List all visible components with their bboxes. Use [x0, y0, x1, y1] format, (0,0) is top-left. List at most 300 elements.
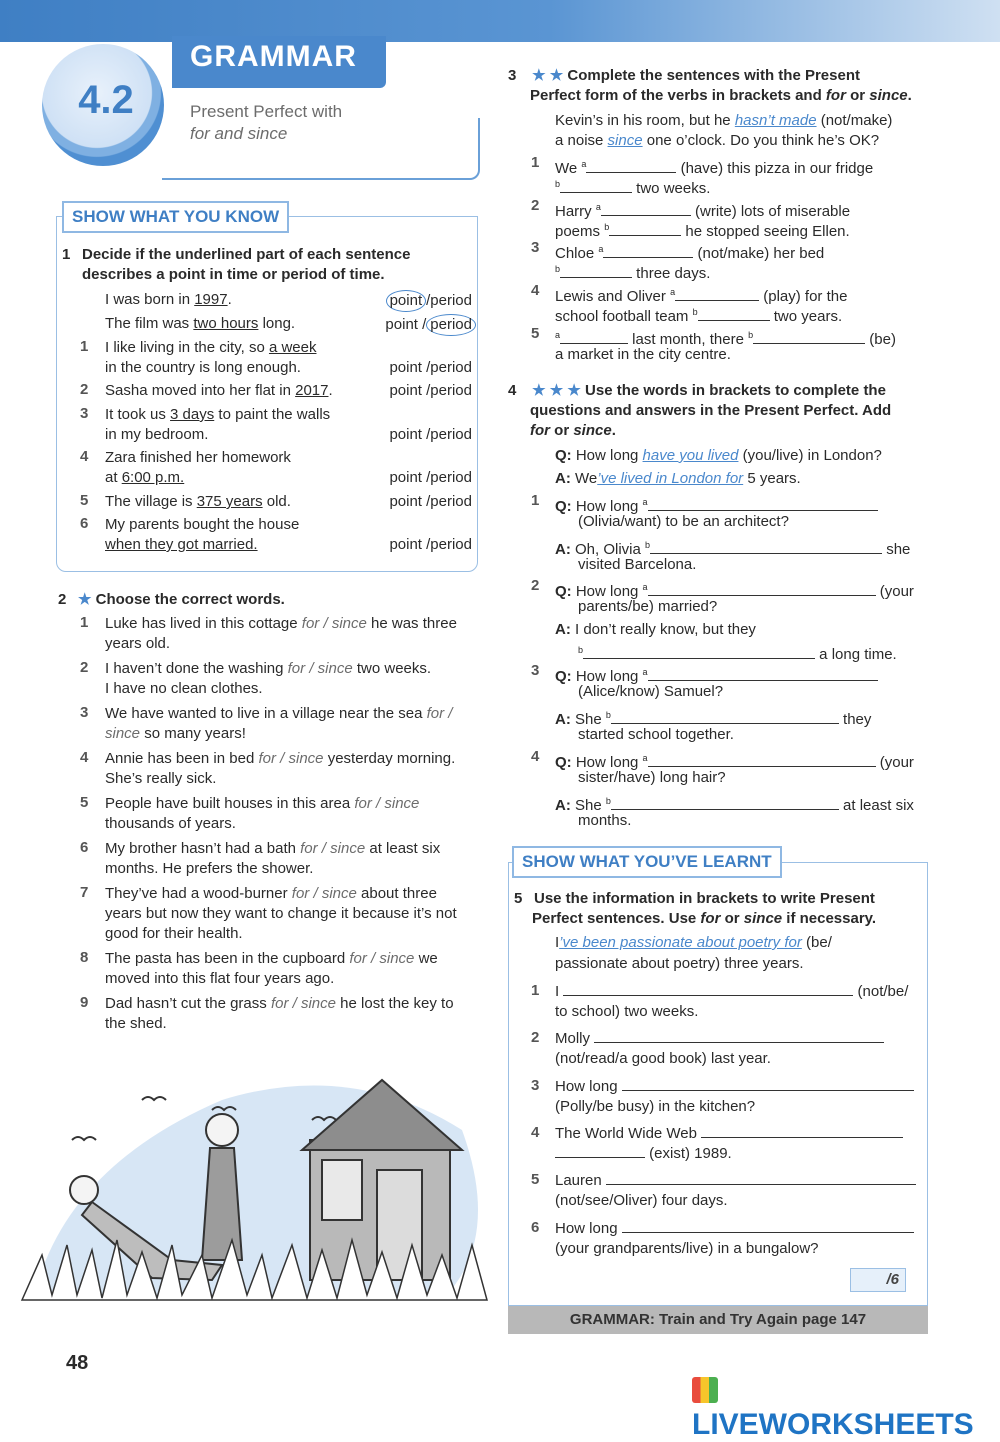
choice-since[interactable]: since: [317, 660, 353, 677]
person-head: [206, 1114, 238, 1146]
text: Lewis and Oliver: [555, 288, 671, 305]
gap-letter: b: [578, 645, 584, 655]
text: The village is: [105, 493, 197, 510]
text: 5 years.: [743, 470, 801, 487]
text: poems: [555, 223, 605, 240]
example-answer: hasn’t made: [734, 112, 817, 129]
answer-blank[interactable]: [586, 159, 676, 173]
ex5-instr-2: [514, 909, 924, 929]
gap-letter: b: [748, 330, 754, 340]
slash: /: [317, 840, 331, 857]
item-number: 2: [80, 659, 89, 676]
item-number: 1: [531, 982, 540, 999]
answer-blank[interactable]: [555, 1144, 645, 1158]
ex4-answer-line: [578, 725, 734, 745]
ex2-item-line: [105, 679, 263, 699]
text: The World Wide Web: [555, 1125, 702, 1142]
point-period-options[interactable]: point /period: [389, 469, 472, 486]
slash: /: [366, 950, 380, 967]
ex3-item-line: [555, 259, 710, 284]
underlined: 1997: [194, 291, 228, 308]
ex5-item-line: [555, 1171, 916, 1191]
underlined: 2017: [295, 382, 329, 399]
text: I: [555, 934, 560, 951]
ex4-example-a: [555, 469, 801, 489]
ex1-item-line: [105, 381, 333, 401]
choice-for[interactable]: for: [258, 750, 276, 767]
ex2-item-line: [105, 704, 452, 724]
answer-blank[interactable]: [648, 753, 876, 767]
ex4-example-q: [555, 446, 882, 466]
score-box[interactable]: /6: [850, 1268, 906, 1292]
ex4-answer-line: [555, 620, 756, 640]
text: (Olivia/want) to be an architect?: [578, 513, 789, 530]
text: since: [573, 422, 612, 439]
item-number: 4: [531, 1124, 540, 1141]
ex2-item-line: [105, 859, 313, 879]
section-show-what-you-know: SHOW WHAT YOU KNOW: [62, 201, 289, 233]
text: Perfect form of the verbs in brackets and: [530, 87, 826, 104]
section-show-what-youve-learnt: SHOW WHAT YOU’VE LEARNT: [512, 846, 782, 878]
gap-letter: b: [692, 307, 698, 317]
item-number: 1: [531, 492, 540, 509]
ex2-item-line: [105, 924, 243, 944]
text: (not/be/: [853, 983, 909, 1000]
ex3-instructions: [508, 66, 938, 106]
text: (write) lots of miserable: [690, 203, 851, 220]
answer-blank[interactable]: [603, 244, 693, 258]
choice-since[interactable]: since: [331, 615, 367, 632]
text: months. He prefers the shower.: [105, 860, 314, 877]
text: at least six: [365, 840, 441, 857]
choice-since[interactable]: since: [379, 950, 415, 967]
text: at: [105, 469, 122, 486]
ex1-item-line: [105, 338, 316, 358]
item-number: 3: [531, 239, 540, 256]
gap-letter: a: [581, 159, 587, 169]
choice-since[interactable]: since: [330, 840, 366, 857]
ex2-number: 2: [58, 591, 67, 608]
text: Molly: [555, 1030, 595, 1047]
ex2-instructions: [58, 590, 285, 610]
ex2-instr: Choose the correct words.: [95, 591, 285, 608]
example-answer: ’ve been passionate about poetry for: [559, 934, 802, 951]
text: to school) two weeks.: [555, 1003, 699, 1020]
item-number: 6: [80, 839, 89, 856]
star-icon: ★: [78, 591, 92, 608]
answer-blank[interactable]: [648, 667, 878, 681]
gap-letter: b: [645, 540, 651, 550]
ex1-instr-1: Decide if the underlined part of each sentence: [82, 246, 411, 263]
ex4-instr-3: [508, 421, 938, 441]
item-number: 5: [531, 325, 540, 342]
point-period-options[interactable]: point /period: [389, 536, 472, 553]
text: We: [575, 470, 598, 487]
text: moved into this flat four years ago.: [105, 970, 335, 987]
gap-letter: a: [555, 330, 561, 340]
ex1-number: 1: [62, 246, 71, 263]
ex2-item-line: [105, 969, 334, 989]
gap-letter: a: [598, 244, 604, 254]
text: years old.: [105, 635, 171, 652]
text: It took us: [105, 406, 171, 423]
text: since: [743, 910, 783, 927]
gap-letter: b: [604, 222, 610, 232]
ex2-item-line: [105, 794, 419, 814]
text: they: [838, 711, 872, 728]
text: (not/make): [816, 112, 893, 129]
text: Annie has been in bed: [105, 750, 259, 767]
text: She’s really sick.: [105, 770, 217, 787]
q-label: Q:: [555, 668, 572, 685]
gap-letter: b: [555, 179, 561, 189]
choice-for[interactable]: for: [300, 840, 318, 857]
choice-since[interactable]: since: [300, 995, 336, 1012]
answer-blank[interactable]: [622, 1219, 914, 1233]
item-number: 3: [531, 1077, 540, 1094]
item-number: 5: [80, 492, 89, 509]
text: good for their health.: [105, 925, 243, 942]
choice-since[interactable]: since: [288, 750, 324, 767]
slash: /: [371, 795, 385, 812]
ex5-instructions: [514, 889, 924, 929]
text: She: [570, 797, 606, 814]
point-period-options[interactable]: point /period: [389, 382, 472, 399]
text: .: [611, 422, 616, 439]
text: I don’t really know, but they: [570, 621, 756, 638]
text: months.: [578, 812, 632, 829]
option: point: [385, 316, 418, 333]
slash: /: [309, 885, 322, 902]
gap-letter: b: [605, 710, 611, 720]
text: visited Barcelona.: [578, 556, 697, 573]
text: if necessary.: [782, 910, 877, 927]
text: How long: [571, 583, 643, 600]
gap-letter: b: [605, 796, 611, 806]
text: The film was: [105, 315, 194, 332]
answer-blank[interactable]: [650, 540, 882, 554]
ex5-item-line: [555, 1077, 914, 1097]
gap-letter: a: [642, 497, 648, 507]
text: or: [550, 422, 574, 439]
ex2-item-line: [105, 839, 440, 859]
text: to paint the walls: [214, 406, 331, 423]
slash: /: [305, 660, 318, 677]
ex4-answer-line: [578, 555, 696, 575]
answer-blank[interactable]: [611, 710, 839, 724]
text: two weeks.: [352, 660, 432, 677]
star-icon: ★ ★ ★: [532, 382, 581, 399]
q-label: Q:: [555, 583, 572, 600]
ex5-item-line: [555, 1219, 914, 1239]
text: a market in the city centre.: [555, 346, 731, 363]
liveworksheets-logo: [692, 1374, 1000, 1442]
item-number: 6: [531, 1219, 540, 1236]
page-number: 48: [66, 1352, 89, 1374]
ex5-item-line: [555, 1144, 732, 1164]
text: Sasha moved into her flat in: [105, 382, 296, 399]
text: I like living in the city, so: [105, 339, 269, 356]
header-frame-line: [162, 118, 480, 180]
bird-icon: [142, 1097, 166, 1100]
text: the shed.: [105, 1015, 167, 1032]
item-number: 3: [80, 704, 89, 721]
slash: /: [275, 750, 289, 767]
text: I haven’t done the washing: [105, 660, 288, 677]
item-number: 3: [80, 405, 89, 422]
text: (Polly/be busy) in the kitchen?: [555, 1098, 756, 1115]
subtitle-line-2: for and since: [190, 124, 288, 143]
text: My parents bought the house: [105, 516, 300, 533]
slash: /: [444, 705, 453, 722]
text: (your: [875, 583, 914, 600]
item-number: 4: [531, 282, 540, 299]
ex1-example-b: [105, 314, 295, 334]
item-number: 5: [80, 794, 89, 811]
text: I: [555, 983, 564, 1000]
top-color-band: [0, 0, 1000, 42]
circled-answer: point: [386, 290, 427, 312]
ex3-instr-2: [508, 86, 938, 106]
text: We have wanted to live in a village near the sea: [105, 705, 427, 722]
text: or: [720, 910, 744, 927]
text: parents/be) married?: [578, 598, 718, 615]
answer-blank[interactable]: [583, 645, 815, 659]
item-number: 4: [80, 749, 89, 766]
underlined: a week: [268, 339, 317, 356]
ex1-item-line: [105, 405, 330, 425]
answer-blank[interactable]: [622, 1077, 914, 1091]
liveworksheets-icon: [692, 1377, 718, 1403]
text: three days.: [632, 265, 711, 282]
answer-blank[interactable]: [563, 982, 853, 996]
text: (your: [875, 754, 914, 771]
gap-letter: a: [642, 582, 648, 592]
answer-blank[interactable]: [560, 330, 628, 344]
ex1-item-line: [105, 535, 258, 555]
ex2-item-line: [105, 614, 457, 634]
choice-for[interactable]: for: [301, 615, 320, 632]
text: years but now they want to change it because it’s not: [105, 905, 457, 922]
ex4-instr-1: Use the words in brackets to complete the: [585, 382, 886, 399]
ex4-number: 4: [508, 382, 517, 399]
text: .: [907, 87, 912, 104]
text: How long: [571, 668, 643, 685]
text: (exist) 1989.: [645, 1145, 732, 1162]
item-number: 4: [80, 448, 89, 465]
underlined: two hours: [193, 315, 259, 332]
item-number: 2: [80, 381, 89, 398]
text: My brother hasn’t had a bath: [105, 840, 301, 857]
text: or: [845, 87, 870, 104]
text: (be/: [801, 934, 832, 951]
unit-number: 4.2: [78, 78, 134, 122]
ex2-item-line: [105, 994, 454, 1014]
text: one o’clock. Do you think he’s OK?: [642, 132, 880, 149]
bird-icon: [72, 1137, 96, 1140]
ex4-question-line: [578, 768, 726, 788]
brand-text: LIVEWORKSHEETS: [692, 1408, 974, 1441]
ex2-item-line: [105, 659, 431, 679]
choice-for[interactable]: for: [291, 885, 310, 902]
text: sister/have) long hair?: [578, 769, 726, 786]
choice-for[interactable]: for: [287, 660, 306, 677]
answer-blank[interactable]: [611, 796, 839, 810]
text: (play) for the: [759, 288, 848, 305]
text: started school together.: [578, 726, 734, 743]
text: she: [882, 541, 911, 558]
text: a noise: [555, 132, 608, 149]
text: last month, there: [628, 331, 749, 348]
text: old.: [262, 493, 291, 510]
ex3-item-line: [555, 174, 710, 199]
ex2-item-line: [105, 814, 236, 834]
ex1-instructions: [62, 245, 472, 285]
text: .: [227, 291, 232, 308]
star-icon: ★ ★: [532, 67, 564, 84]
ex5-item-line: [555, 1191, 728, 1211]
choice-since[interactable]: since: [384, 795, 420, 812]
ex5-item-line: [555, 1049, 771, 1069]
ex4-instr-2: questions and answers in the Present Perfect. Add: [530, 402, 892, 419]
ex1-item-line: [105, 358, 301, 378]
answer-blank[interactable]: [648, 497, 878, 511]
text: They’ve had a wood-burner: [105, 885, 292, 902]
text: since: [869, 87, 908, 104]
ex1-example-b-options: [360, 314, 476, 336]
answer-blank[interactable]: [698, 307, 770, 321]
text: (not/make) her bed: [693, 245, 825, 262]
text: (you/live) in London?: [738, 447, 882, 464]
text: for: [825, 87, 846, 104]
ex3-example-1: [555, 111, 892, 131]
item-number: 5: [531, 1171, 540, 1188]
text: Zara finished her homework: [105, 449, 291, 466]
underlined: 3 days: [170, 406, 215, 423]
text: thousands of years.: [105, 815, 236, 832]
text: Harry: [555, 203, 596, 220]
person-body: [202, 1148, 242, 1260]
answer-blank[interactable]: [560, 179, 632, 193]
answer-blank[interactable]: [675, 287, 759, 301]
item-number: 2: [531, 1029, 540, 1046]
text: he stopped seeing Ellen.: [681, 223, 850, 240]
ex2-item-line: [105, 769, 216, 789]
text: How long: [571, 754, 643, 771]
ex2-item-line: [105, 634, 170, 654]
ex5-example-2: passionate about poetry) three years.: [555, 955, 804, 972]
answer-blank[interactable]: [609, 222, 681, 236]
man-head: [70, 1176, 98, 1204]
text: How long: [555, 1078, 622, 1095]
train-try-again-bar: GRAMMAR: Train and Try Again page 147: [508, 1306, 928, 1334]
choice-since[interactable]: since: [105, 725, 141, 742]
text: (not/read/a good book) last year.: [555, 1050, 771, 1067]
text: (be): [865, 331, 896, 348]
text: Dad hasn’t cut the grass: [105, 995, 271, 1012]
text: Chloe: [555, 245, 599, 262]
item-number: 2: [531, 197, 540, 214]
choice-for[interactable]: for: [354, 795, 372, 812]
ex2-item-line: [105, 904, 457, 924]
underlined: when they got married.: [105, 536, 258, 553]
item-number: 1: [531, 154, 540, 171]
ex3-item-line: [555, 302, 842, 327]
ex4-question-line: [578, 597, 717, 617]
text: Oh, Olivia: [570, 541, 646, 558]
ex3-instr-1: Complete the sentences with the Present: [567, 67, 860, 84]
ex5-item-line: [555, 1002, 698, 1022]
text: (your grandparents/live) in a bungalow?: [555, 1240, 819, 1257]
ex1-example-a-options: [360, 290, 472, 312]
answer-blank[interactable]: [648, 582, 876, 596]
text: Lauren: [555, 1172, 606, 1189]
item-number: 1: [80, 614, 89, 631]
choice-since[interactable]: since: [321, 885, 357, 902]
text: yesterday morning.: [323, 750, 456, 767]
a-label: A:: [555, 621, 571, 638]
ex4-question-line: [578, 512, 789, 532]
point-period-options[interactable]: point /period: [389, 493, 472, 510]
item-number: 9: [80, 994, 89, 1011]
gap-letter: a: [670, 287, 676, 297]
answer-blank[interactable]: [594, 1029, 884, 1043]
answer-blank[interactable]: [701, 1124, 903, 1138]
text: about three: [356, 885, 437, 902]
answer-blank[interactable]: [560, 264, 632, 278]
point-period-options[interactable]: point /period: [389, 426, 472, 443]
choice-for[interactable]: for: [426, 705, 445, 722]
ex1-item-line: [105, 492, 291, 512]
ex5-item-line: [555, 1239, 819, 1259]
option: period: [430, 292, 472, 309]
gap-letter: a: [642, 753, 648, 763]
a-label: A:: [555, 797, 571, 814]
ex5-item-line: [555, 1124, 903, 1144]
item-number: 4: [531, 748, 540, 765]
answer-blank[interactable]: [601, 202, 691, 216]
house-illustration: [22, 1040, 492, 1340]
item-number: 2: [531, 577, 540, 594]
a-label: A:: [555, 711, 571, 728]
ex2-item-line: [105, 1014, 167, 1034]
ex2-item-line: [105, 749, 455, 769]
point-period-options[interactable]: point /period: [389, 359, 472, 376]
choice-for[interactable]: for: [270, 995, 289, 1012]
text: he lost the key to: [336, 995, 454, 1012]
text: two years.: [769, 308, 843, 325]
text: at least six: [838, 797, 914, 814]
example-answer: since: [607, 132, 643, 149]
text: .: [328, 382, 333, 399]
ex1-example-a: [105, 290, 232, 310]
text: Perfect sentences. Use: [532, 910, 701, 927]
ex2-item-line: [105, 949, 438, 969]
ex5-item-line: [555, 1029, 884, 1049]
text: in my bedroom.: [105, 426, 209, 443]
ex1-instr-2: describes a point in time or period of time.: [82, 266, 385, 283]
item-number: 6: [80, 515, 89, 532]
example-answer: ’ve lived in London for: [597, 470, 744, 487]
text: How long: [571, 498, 643, 515]
choice-for[interactable]: for: [349, 950, 367, 967]
ex5-item-line: [555, 982, 908, 1002]
answer-blank[interactable]: [753, 330, 865, 344]
answer-blank[interactable]: [606, 1171, 916, 1185]
slash: /: [422, 316, 427, 333]
text: (have) this pizza in our fridge: [676, 160, 874, 177]
ex1-item-line: [105, 468, 184, 488]
